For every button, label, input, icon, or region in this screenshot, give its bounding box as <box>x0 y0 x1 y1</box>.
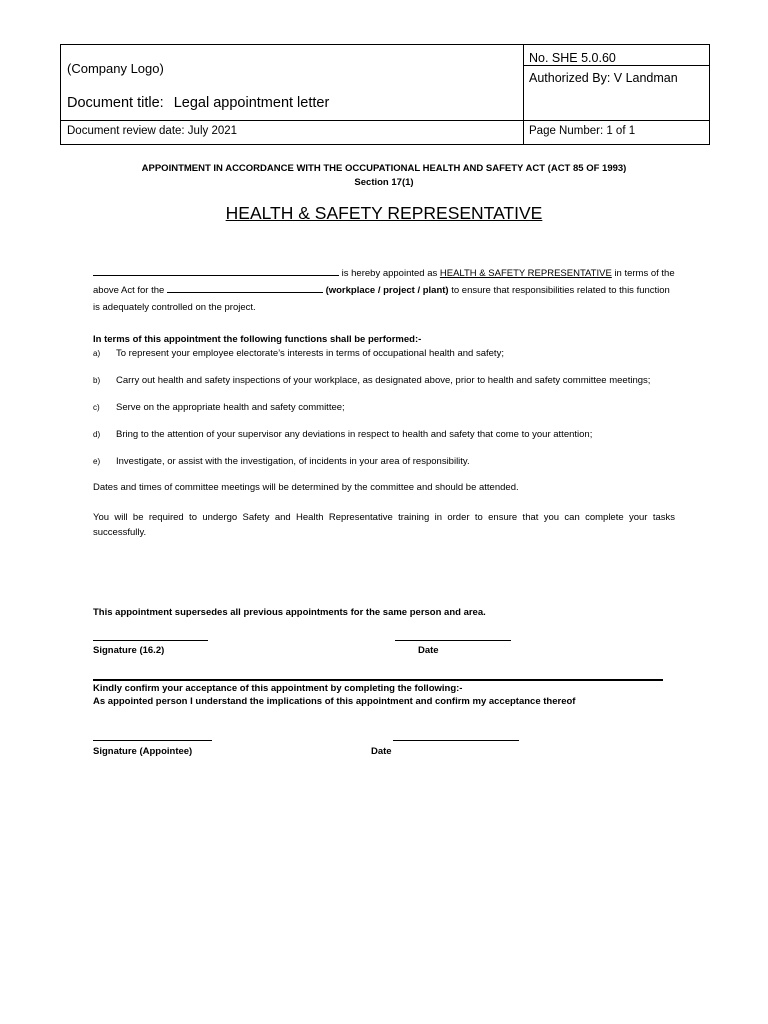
intro-text-2: in terms of the above Act for the <box>93 268 675 296</box>
function-text: Serve on the appropriate health and safety committee; <box>116 402 345 413</box>
date-label: Date <box>418 645 439 656</box>
separator-line <box>93 679 663 681</box>
appointee-date-label: Date <box>371 746 392 757</box>
function-item <box>93 348 504 359</box>
function-text: To represent your employee electorate’s interests in terms of occupational health and safety; <box>116 348 504 359</box>
document-title-label: Document title: <box>67 95 164 111</box>
document-number: No. SHE 5.0.60 <box>529 51 616 65</box>
function-text: Bring to the attention of your supervisor any deviations in respect to health and safety that come to your attention; <box>116 429 593 440</box>
signature-line[interactable] <box>93 640 208 641</box>
appointment-paragraph <box>93 265 675 316</box>
document-header <box>60 44 710 145</box>
function-item <box>93 375 650 386</box>
document-title-value: Legal appointment letter <box>173 95 330 111</box>
page-title: HEALTH & SAFETY REPRESENTATIVE <box>225 203 543 223</box>
function-item <box>93 456 470 467</box>
appointee-name-blank[interactable] <box>93 265 339 276</box>
workplace-blank[interactable] <box>167 282 323 293</box>
date-line[interactable] <box>395 640 511 641</box>
committee-dates-text: Dates and times of committee meetings will be determined by the committee and should be attended. <box>93 482 519 493</box>
function-letter: b) <box>93 376 101 385</box>
training-text: You will be required to undergo Safety and Health Representative training in order to ensure that you can complete your tasks successfully. <box>93 512 675 538</box>
function-letter: c) <box>93 403 100 412</box>
confirmation-instruction: Kindly confirm your acceptance of this appointment by completing the following:- <box>93 683 463 694</box>
appointee-date-line[interactable] <box>393 740 519 741</box>
appointee-signature-label: Signature (Appointee) <box>93 746 193 757</box>
header-left-cell <box>61 45 524 144</box>
role-title: HEALTH & SAFETY REPRESENTATIVE <box>439 268 612 279</box>
appointee-signature-line[interactable] <box>93 740 212 741</box>
section-reference: Section 17(1) <box>354 177 414 188</box>
function-letter: d) <box>93 430 101 439</box>
page-number: Page Number: 1 of 1 <box>529 125 636 137</box>
intro-text-1: is hereby appointed as <box>341 268 438 279</box>
function-item <box>93 402 345 413</box>
function-letter: a) <box>93 349 101 358</box>
authorized-by: Authorized By: V Landman <box>529 71 678 85</box>
intro-text-3: to ensure that responsibilities related to this function is adequately controlled on the project. <box>93 285 670 313</box>
function-text: Investigate, or assist with the investigation, of incidents in your area of responsibility. <box>116 456 470 467</box>
signature-label: Signature (16.2) <box>93 645 165 656</box>
workplace-label: (workplace / project / plant) <box>325 285 449 296</box>
document-review-date: Document review date: July 2021 <box>67 125 238 137</box>
supersede-text: This appointment supersedes all previous appointments for the same person and area. <box>93 607 486 618</box>
functions-heading: In terms of this appointment the following functions shall be performed:- <box>93 334 422 345</box>
header-right-cell <box>523 45 709 144</box>
company-logo-placeholder: (Company Logo) <box>67 61 164 76</box>
function-letter: e) <box>93 457 101 466</box>
function-item <box>93 429 592 440</box>
acceptance-statement: As appointed person I understand the implications of this appointment and confirm my acceptance thereof <box>93 696 576 707</box>
function-text: Carry out health and safety inspections of your workplace, as designated above, prior to health and safety committee meetings; <box>116 375 651 386</box>
act-reference: APPOINTMENT IN ACCORDANCE WITH THE OCCUPATIONAL HEALTH AND SAFETY ACT (ACT 85 OF 1993) <box>141 163 627 174</box>
document-title <box>67 95 329 111</box>
